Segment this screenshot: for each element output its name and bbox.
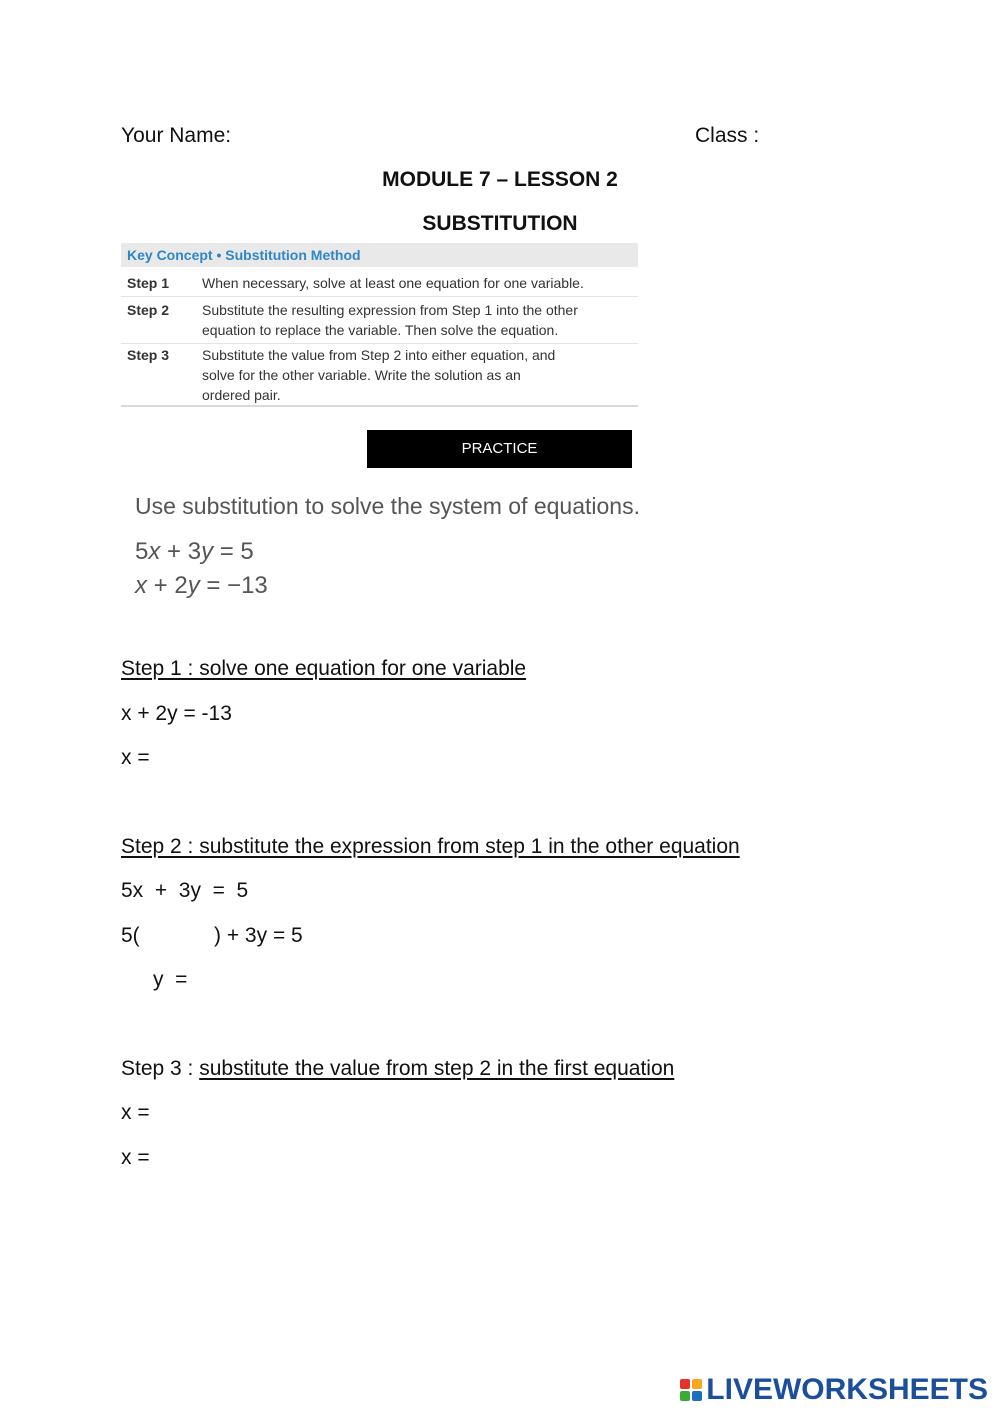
divider [121,343,638,344]
practice-banner: PRACTICE [367,430,632,468]
class-label: Class : [695,124,760,147]
divider [121,296,638,297]
step3-answer-x: x = [121,1101,150,1124]
step1-equation: x + 2y = -13 [121,702,232,725]
problem-instruction: Use substitution to solve the system of equations. [135,493,640,519]
equation-2: x + 2y = −13 [135,572,268,599]
key-concept-title: Key Concept • Substitution Method [127,247,361,263]
step3-answer-x-2: x = [121,1146,150,1169]
key-concept-step-2-label: Step 2 [127,302,170,318]
step2-substitution-right: ) + 3y = 5 [214,924,303,947]
equation-1: 5x + 3y = 5 [135,538,254,565]
key-concept-box [121,243,638,407]
key-concept-step-1-text: When necessary, solve at least one equation for one variable. [202,275,584,291]
step1-answer-x: x = [121,746,150,769]
key-concept-header [121,243,638,267]
topic-title: SUBSTITUTION [422,212,578,235]
module-title: MODULE 7 – LESSON 2 [382,168,618,191]
name-label: Your Name: [121,124,232,147]
key-concept-step-1-label: Step 1 [127,275,170,291]
logo-icon [680,1379,702,1401]
liveworksheets-logo [680,1375,988,1405]
key-concept-step-3-text: Substitute the value from Step 2 into either equation, and solve for the other variable. Write the solution as an ordered pair. [202,347,556,403]
step3-heading: Step 3 : substitute the value from step 2 in the first equation [121,1057,675,1080]
step2-heading: Step 2 : substitute the expression from step 1 in the other equation [121,835,740,858]
step2-substitution-left: 5( [121,924,140,947]
key-concept-step-2-text: Substitute the resulting expression from Step 1 into the other equation to replace the variable. Then solve the equation. [202,302,578,338]
logo-text: LIVEWORKSHEETS [706,1373,988,1406]
step2-answer-y: y = [153,968,188,991]
key-concept-step-3-label: Step 3 [127,347,170,363]
step1-heading: Step 1 : solve one equation for one variable [121,657,527,680]
step2-equation: 5x + 3y = 5 [121,879,249,902]
